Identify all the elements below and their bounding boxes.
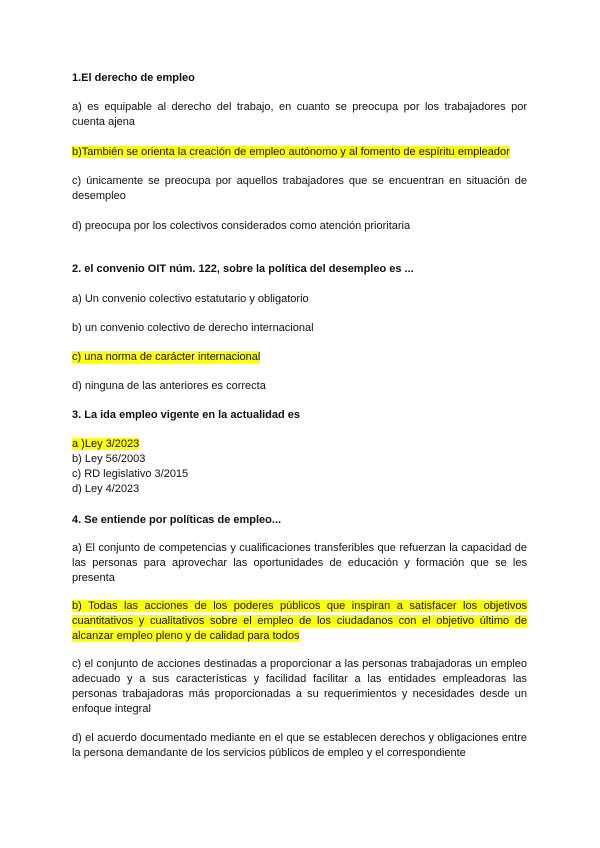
question-3-option-c: c) RD legislativo 3/2015 [72, 468, 189, 480]
question-3-option-b: b) Ley 56/2003 [72, 453, 146, 465]
question-4-option-b [72, 599, 527, 644]
question-4-option-c: c) el conjunto de acciones destinadas a proporcionar a las personas trabajadoras un empleo adecuado y a sus características y facilidad facilitar a las entidades empleadoras las personas trabajadoras más proporcionadas a su requerimientos y necesidades desde un enfoque integral [72, 658, 527, 715]
question-3-title: 3. La ida empleo vigente en la actualidad es [72, 409, 301, 421]
question-2-title: 2. el convenio OIT núm. 122, sobre la política del desempleo es ... [72, 263, 414, 275]
question-2-option-c [72, 350, 527, 365]
question-4-title: 4. Se entiende por políticas de empleo... [72, 514, 282, 526]
question-1-option-a: a) es equipable al derecho del trabajo, en cuanto se preocupa por los trabajadores por cuenta ajena [72, 101, 527, 128]
question-3-options [72, 437, 527, 497]
question-4-option-d: d) el acuerdo documentado mediante en el que se establecen derechos y obligaciones entre la persona demandante de los servicios públicos de empleo y el correspondiente [72, 732, 527, 759]
question-2-option-a: a) Un convenio colectivo estatutario y obligatorio [72, 293, 309, 305]
answer-highlight: b) Todas las acciones de los poderes públicos que inspiran a satisfacer los objetivos cuantitativos y cualitativos sobre el empleo de los ciudadanos con el objetivo último de alcanzar empleo pleno y de calidad para todos [72, 600, 527, 642]
question-2-option-d: d) ninguna de las anteriores es correcta [72, 380, 266, 392]
question-1-option-d: d) preocupa por los colectivos considerados como atención prioritaria [72, 220, 411, 232]
question-1-option-b [72, 145, 527, 160]
question-1-title: 1.El derecho de empleo [72, 72, 195, 84]
question-3-option-d: d) Ley 4/2023 [72, 483, 140, 495]
question-4-option-a: a) El conjunto de competencias y cualificaciones transferibles que refuerzan la capacidad de las personas para aprovechar las oportunidades de educación y formación que se les presenta [72, 542, 527, 584]
answer-highlight: a )Ley 3/2023 [72, 438, 140, 450]
answer-highlight: c) una norma de carácter internacional [72, 351, 261, 363]
question-3-option-a [72, 437, 527, 452]
question-2-option-b: b) un convenio colectivo de derecho internacional [72, 322, 314, 334]
answer-highlight: b)También se orienta la creación de empleo autónomo y al fomento de espíritu empleador [72, 146, 510, 158]
question-1-option-c: c) únicamente se preocupa por aquellos trabajadores que se encuentran en situación de desempleo [72, 175, 527, 202]
